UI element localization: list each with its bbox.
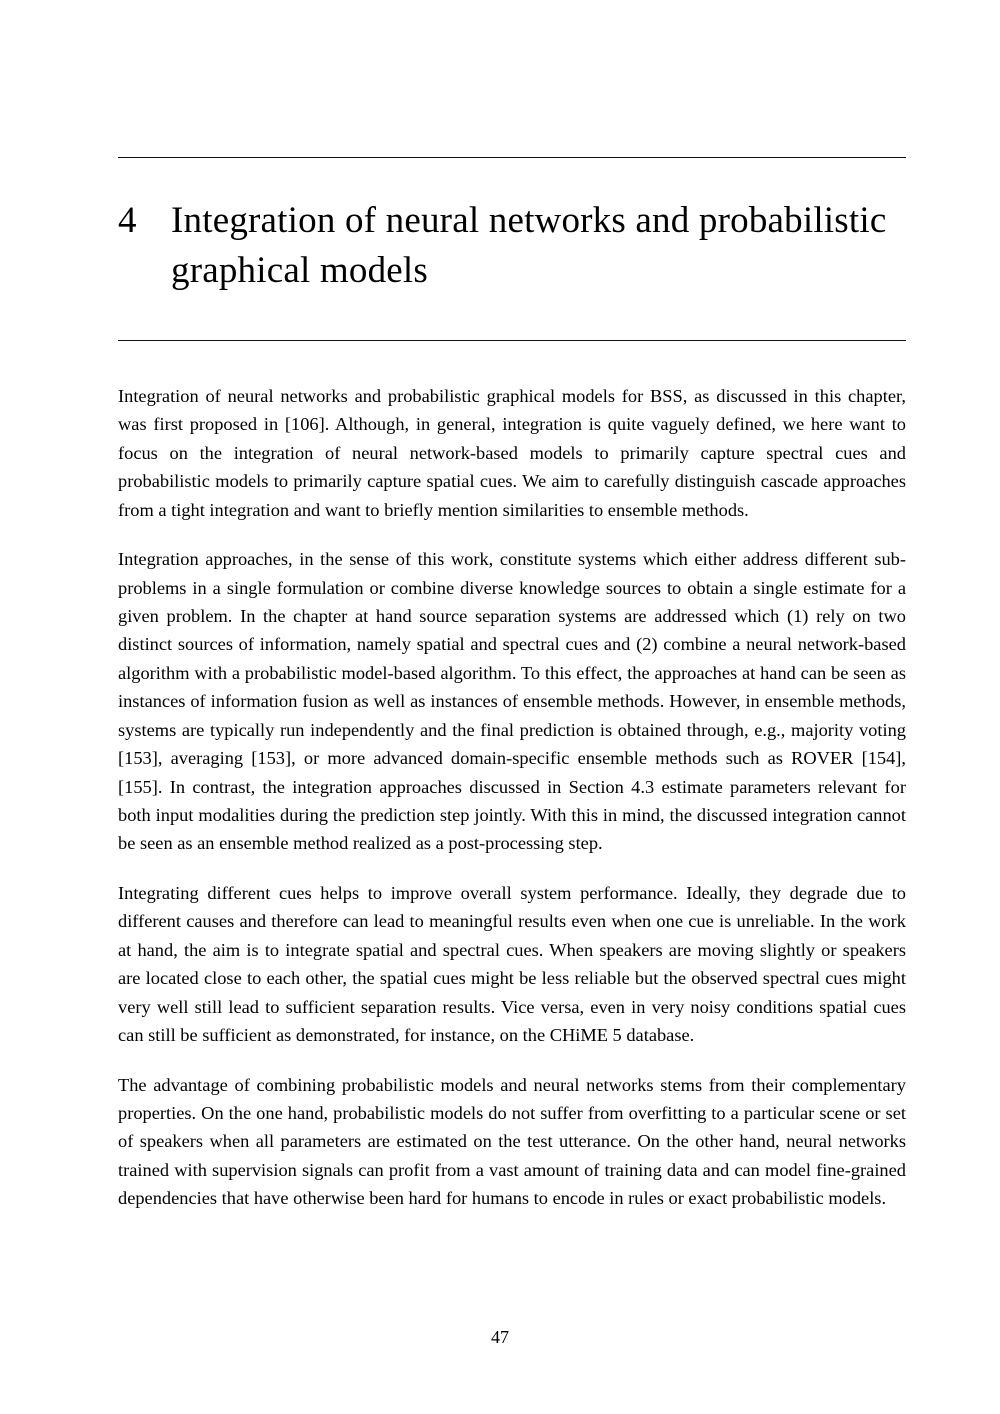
chapter-title: Integration of neural networks and probabilistic graphical models	[171, 200, 887, 291]
paragraph: The advantage of combining probabilistic models and neural networks stems from their complementary properties. On the one hand, probabilistic models do not suffer from overfitting to a particular scene or set of speakers when all parameters are estimated on the test utterance. On the other hand, neural networks trained with supervision signals can profit from a vast amount of training data and can model fine-grained dependencies that have otherwise been hard for humans to encode in rules or exact probabilistic models.	[118, 1074, 906, 1209]
chapter-number: 4	[118, 200, 137, 241]
chapter-heading	[118, 196, 906, 296]
paragraph: Integration approaches, in the sense of this work, constitute systems which either address different sub-problems in a single formulation or combine diverse knowledge sources to obtain a single estimate for a given problem. In the chapter at hand source separation systems are addressed which (1) rely on two distinct sources of information, namely spatial and spectral cues and (2) combine a neural network-based algorithm with a probabilistic model-based algorithm. To this effect, the approaches at hand can be seen as instances of information fusion as well as instances of ensemble methods. However, in ensemble methods, systems are typically run independently and the final prediction is obtained through, e.g., majority voting [153], averaging [153], or more advanced domain-specific ensemble methods such as ROVER [154], [155]. In contrast, the integration approaches discussed in Section 4.3 estimate parameters relevant for both input modalities during the prediction step jointly. With this in mind, the discussed integration cannot be seen as an ensemble method realized as a post-processing step.	[118, 549, 906, 854]
page-number: 47	[491, 1327, 509, 1347]
paragraph: Integrating different cues helps to improve overall system performance. Ideally, they degrade due to different causes and therefore can lead to meaningful results even when one cue is unreliable. In the work at hand, the aim is to integrate spatial and spectral cues. When speakers are moving slightly or speakers are located close to each other, the spatial cues might be less reliable but the observed spectral cues might very well still lead to sufficient separation results. Vice versa, even in very noisy conditions spatial cues can still be sufficient as demonstrated, for instance, on the CHiME 5 database.	[118, 882, 906, 1046]
paragraph: Integration of neural networks and probabilistic graphical models for BSS, as discussed in this chapter, was first proposed in [106]. Although, in general, integration is quite vaguely defined, we here want to focus on the integration of neural network-based models to primarily capture spectral cues and probabilistic models to primarily capture spatial cues. We aim to carefully distinguish cascade approaches from a tight integration and want to briefly mention similarities to ensemble methods.	[118, 385, 906, 520]
chapter-heading-top-rule	[118, 157, 906, 158]
page-content	[118, 0, 906, 1213]
chapter-heading-bottom-rule	[118, 340, 906, 341]
body-text	[118, 382, 906, 1213]
